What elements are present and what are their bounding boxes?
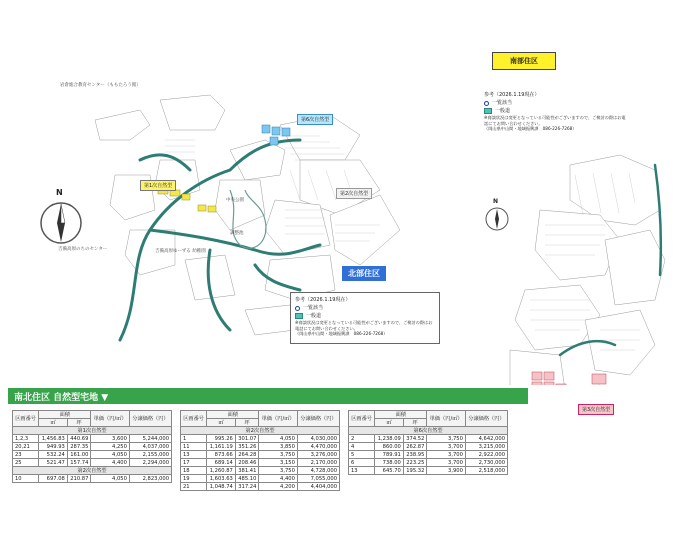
table-cell: 7,055,000 bbox=[297, 475, 339, 483]
table-cell: 210.87 bbox=[67, 475, 91, 483]
south-area-label: 南部住区 bbox=[492, 52, 556, 70]
north-legend-contact: （岡山県中山間・地域振興課 086-226-7268） bbox=[295, 331, 388, 336]
north-legend-note: ※商談状況は変更となっている可能性がございますので、ご検討の際はお電話にてお問い合わせください。 bbox=[295, 320, 433, 331]
table-cell: 13 bbox=[181, 451, 207, 459]
table-row bbox=[13, 443, 172, 451]
table-cell: 873.66 bbox=[207, 451, 236, 459]
th-tsubo: 坪 bbox=[403, 419, 427, 427]
table-cell: 4,642,000 bbox=[465, 435, 507, 443]
table-cell: 2,922,000 bbox=[465, 451, 507, 459]
table-cell: 13 bbox=[349, 467, 375, 475]
section-title: 南北住区 自然型宅地 ▼ bbox=[8, 388, 528, 404]
table-cell: 6 bbox=[349, 459, 375, 467]
south-legend bbox=[480, 88, 630, 136]
table-cell: 1,161.19 bbox=[207, 443, 236, 451]
lot-table-2 bbox=[180, 410, 340, 491]
table-cell: 19 bbox=[181, 475, 207, 483]
table-cell: 3,700 bbox=[427, 443, 466, 451]
table-cell: 5,244,000 bbox=[129, 435, 171, 443]
table-cell: 2 bbox=[349, 435, 375, 443]
th-area: 面積 bbox=[375, 411, 427, 419]
table-row bbox=[181, 467, 340, 475]
table-cell: 3,750 bbox=[427, 435, 466, 443]
th-price: 分譲価格（円） bbox=[297, 411, 339, 427]
table-cell: 3,150 bbox=[259, 459, 298, 467]
table-cell: 4,400 bbox=[91, 459, 130, 467]
table-cell: 3,750 bbox=[259, 451, 298, 459]
table-row bbox=[349, 435, 508, 443]
table-cell: 4,050 bbox=[91, 451, 130, 459]
table-cell: 11 bbox=[181, 443, 207, 451]
th-tsubo: 坪 bbox=[67, 419, 91, 427]
table-cell: 1,260.87 bbox=[207, 467, 236, 475]
table-row bbox=[349, 459, 508, 467]
table-cell: 4,050 bbox=[91, 475, 130, 483]
table-cell: 4,037,000 bbox=[129, 443, 171, 451]
table-cell: 20,21 bbox=[13, 443, 39, 451]
table-row bbox=[13, 459, 172, 467]
table-cell: 238.95 bbox=[403, 451, 427, 459]
th-unit: 単価（円/㎡） bbox=[259, 411, 298, 427]
natural-2-label: 第2次自然型 bbox=[336, 188, 372, 199]
table-cell: 317.24 bbox=[235, 483, 259, 491]
legend-item-2: 一般道 bbox=[306, 313, 322, 319]
north-legend-title: 参考（2026.1.19現在） bbox=[295, 297, 351, 303]
building-label-b: 吉備高原ゆーずる 幼稚園 bbox=[155, 249, 206, 254]
table-cell: 4,200 bbox=[259, 483, 298, 491]
th-sqm: ㎡ bbox=[375, 419, 404, 427]
table-cell: 689.14 bbox=[207, 459, 236, 467]
north-area-label: 北部住区 bbox=[342, 266, 386, 281]
park-label: 中央公園 bbox=[226, 198, 244, 203]
natural-3-label: 第3次自然型 bbox=[578, 404, 614, 415]
table-cell: 351.26 bbox=[235, 443, 259, 451]
table-cell: 645.70 bbox=[375, 467, 404, 475]
table-row bbox=[349, 467, 508, 475]
th-lot: 区画番号 bbox=[349, 411, 375, 427]
table-cell: 4,470,000 bbox=[297, 443, 339, 451]
th-area: 面積 bbox=[207, 411, 259, 419]
group-label: 第2次自然型 bbox=[13, 467, 172, 475]
table-cell: 157.74 bbox=[67, 459, 91, 467]
table-cell: 10 bbox=[13, 475, 39, 483]
th-price: 分譲価格（円） bbox=[129, 411, 171, 427]
table-cell: 161.00 bbox=[67, 451, 91, 459]
table-row bbox=[181, 451, 340, 459]
compass-icon bbox=[36, 198, 86, 248]
th-tsubo: 坪 bbox=[235, 419, 259, 427]
table-row bbox=[13, 435, 172, 443]
table-cell: 3,600 bbox=[91, 435, 130, 443]
table-row bbox=[181, 443, 340, 451]
th-lot: 区画番号 bbox=[181, 411, 207, 427]
natural-6-label: 第6次自然型 bbox=[297, 114, 333, 125]
table-row bbox=[349, 443, 508, 451]
th-unit: 単価（円/㎡） bbox=[427, 411, 466, 427]
group-label: 第1次自然型 bbox=[13, 427, 172, 435]
table-cell: 485.10 bbox=[235, 475, 259, 483]
table-cell: 4,250 bbox=[91, 443, 130, 451]
table-cell: 697.08 bbox=[39, 475, 68, 483]
table-cell: 3,700 bbox=[427, 459, 466, 467]
lot-table-1 bbox=[12, 410, 172, 483]
table-cell: 262.87 bbox=[403, 443, 427, 451]
th-sqm: ㎡ bbox=[39, 419, 68, 427]
south-legend-contact: （岡山県中山間・地域振興課 086-226-7268） bbox=[484, 126, 577, 131]
table-cell: 1,048.74 bbox=[207, 483, 236, 491]
table-cell: 4,050 bbox=[259, 435, 298, 443]
table-cell: 21 bbox=[181, 483, 207, 491]
legend-item-1: 一覧該当 bbox=[303, 305, 324, 311]
south-legend-title: 参考（2026.1.19現在） bbox=[484, 92, 540, 98]
table-cell: 2,518,000 bbox=[465, 467, 507, 475]
table-row bbox=[181, 483, 340, 491]
table-cell: 1,238.09 bbox=[375, 435, 404, 443]
legend-road-icon bbox=[484, 108, 492, 114]
table-cell: 264.28 bbox=[235, 451, 259, 459]
group-label: 第6次自然型 bbox=[349, 427, 508, 435]
compass-s-n-label: N bbox=[493, 198, 499, 205]
table-cell: 381.41 bbox=[235, 467, 259, 475]
building-label-a: 岩倉総合教育センター（ももたろう館） bbox=[60, 83, 141, 88]
lot-table-3 bbox=[348, 410, 508, 475]
table-cell: 1,456.83 bbox=[39, 435, 68, 443]
legend-road-icon bbox=[295, 313, 303, 319]
table-cell: 3,750 bbox=[259, 467, 298, 475]
north-legend bbox=[290, 292, 440, 344]
table-row bbox=[13, 451, 172, 459]
table-cell: 4 bbox=[349, 443, 375, 451]
table-cell: 18 bbox=[181, 467, 207, 475]
table-cell: 789.91 bbox=[375, 451, 404, 459]
compass-north bbox=[36, 188, 86, 250]
table-cell: 5 bbox=[349, 451, 375, 459]
table-cell: 738.00 bbox=[375, 459, 404, 467]
table-cell: 17 bbox=[181, 459, 207, 467]
compass-icon bbox=[484, 206, 510, 232]
table-cell: 1,2,3 bbox=[13, 435, 39, 443]
legend-dot-icon bbox=[295, 306, 300, 311]
lake-label: 調整池 bbox=[230, 231, 244, 236]
legend-dot-icon bbox=[484, 101, 489, 106]
group-label: 第2次自然型 bbox=[181, 427, 340, 435]
south-legend-item-1: 一覧該当 bbox=[492, 100, 513, 106]
table-cell: 223.25 bbox=[403, 459, 427, 467]
table-cell: 949.93 bbox=[39, 443, 68, 451]
table-cell: 195.32 bbox=[403, 467, 427, 475]
table-cell: 25 bbox=[13, 459, 39, 467]
table-cell: 3,276,000 bbox=[297, 451, 339, 459]
table-cell: 4,030,000 bbox=[297, 435, 339, 443]
table-cell: 860.00 bbox=[375, 443, 404, 451]
building-label-c: 吉備高原のちのセンター bbox=[58, 247, 108, 252]
table-cell: 3,900 bbox=[427, 467, 466, 475]
table-cell: 23 bbox=[13, 451, 39, 459]
table-cell: 1 bbox=[181, 435, 207, 443]
th-lot: 区画番号 bbox=[13, 411, 39, 427]
table-cell: 1,603.63 bbox=[207, 475, 236, 483]
table-cell: 2,155,000 bbox=[129, 451, 171, 459]
table-cell: 2,170,000 bbox=[297, 459, 339, 467]
compass-south bbox=[484, 198, 510, 234]
table-row bbox=[181, 459, 340, 467]
table-cell: 521.47 bbox=[39, 459, 68, 467]
table-cell: 2,294,000 bbox=[129, 459, 171, 467]
table-cell: 440.69 bbox=[67, 435, 91, 443]
south-legend-item-2: 一般道 bbox=[495, 108, 511, 114]
table-cell: 208.46 bbox=[235, 459, 259, 467]
table-cell: 4,404,000 bbox=[297, 483, 339, 491]
th-area: 面積 bbox=[39, 411, 91, 419]
table-row bbox=[181, 435, 340, 443]
table-cell: 4,400 bbox=[259, 475, 298, 483]
table-cell: 287.35 bbox=[67, 443, 91, 451]
table-cell: 3,850 bbox=[259, 443, 298, 451]
table-cell: 4,728,000 bbox=[297, 467, 339, 475]
th-sqm: ㎡ bbox=[207, 419, 236, 427]
table-row bbox=[13, 475, 172, 483]
table-cell: 532.24 bbox=[39, 451, 68, 459]
compass-n-label: N bbox=[56, 188, 63, 197]
south-legend-note: ※商談状況は変更となっている可能性がございますので、ご検討の際はお電話にてお問い合わせください。 bbox=[484, 115, 626, 126]
natural-1-label: 第1次自然型 bbox=[140, 180, 176, 191]
table-row bbox=[349, 451, 508, 459]
table-cell: 301.07 bbox=[235, 435, 259, 443]
table-cell: 2,823,000 bbox=[129, 475, 171, 483]
th-unit: 単価（円/㎡） bbox=[91, 411, 130, 427]
table-cell: 3,215,000 bbox=[465, 443, 507, 451]
table-cell: 374.52 bbox=[403, 435, 427, 443]
table-cell: 995.26 bbox=[207, 435, 236, 443]
th-price: 分譲価格（円） bbox=[465, 411, 507, 427]
table-row bbox=[181, 475, 340, 483]
table-cell: 2,730,000 bbox=[465, 459, 507, 467]
table-cell: 3,700 bbox=[427, 451, 466, 459]
